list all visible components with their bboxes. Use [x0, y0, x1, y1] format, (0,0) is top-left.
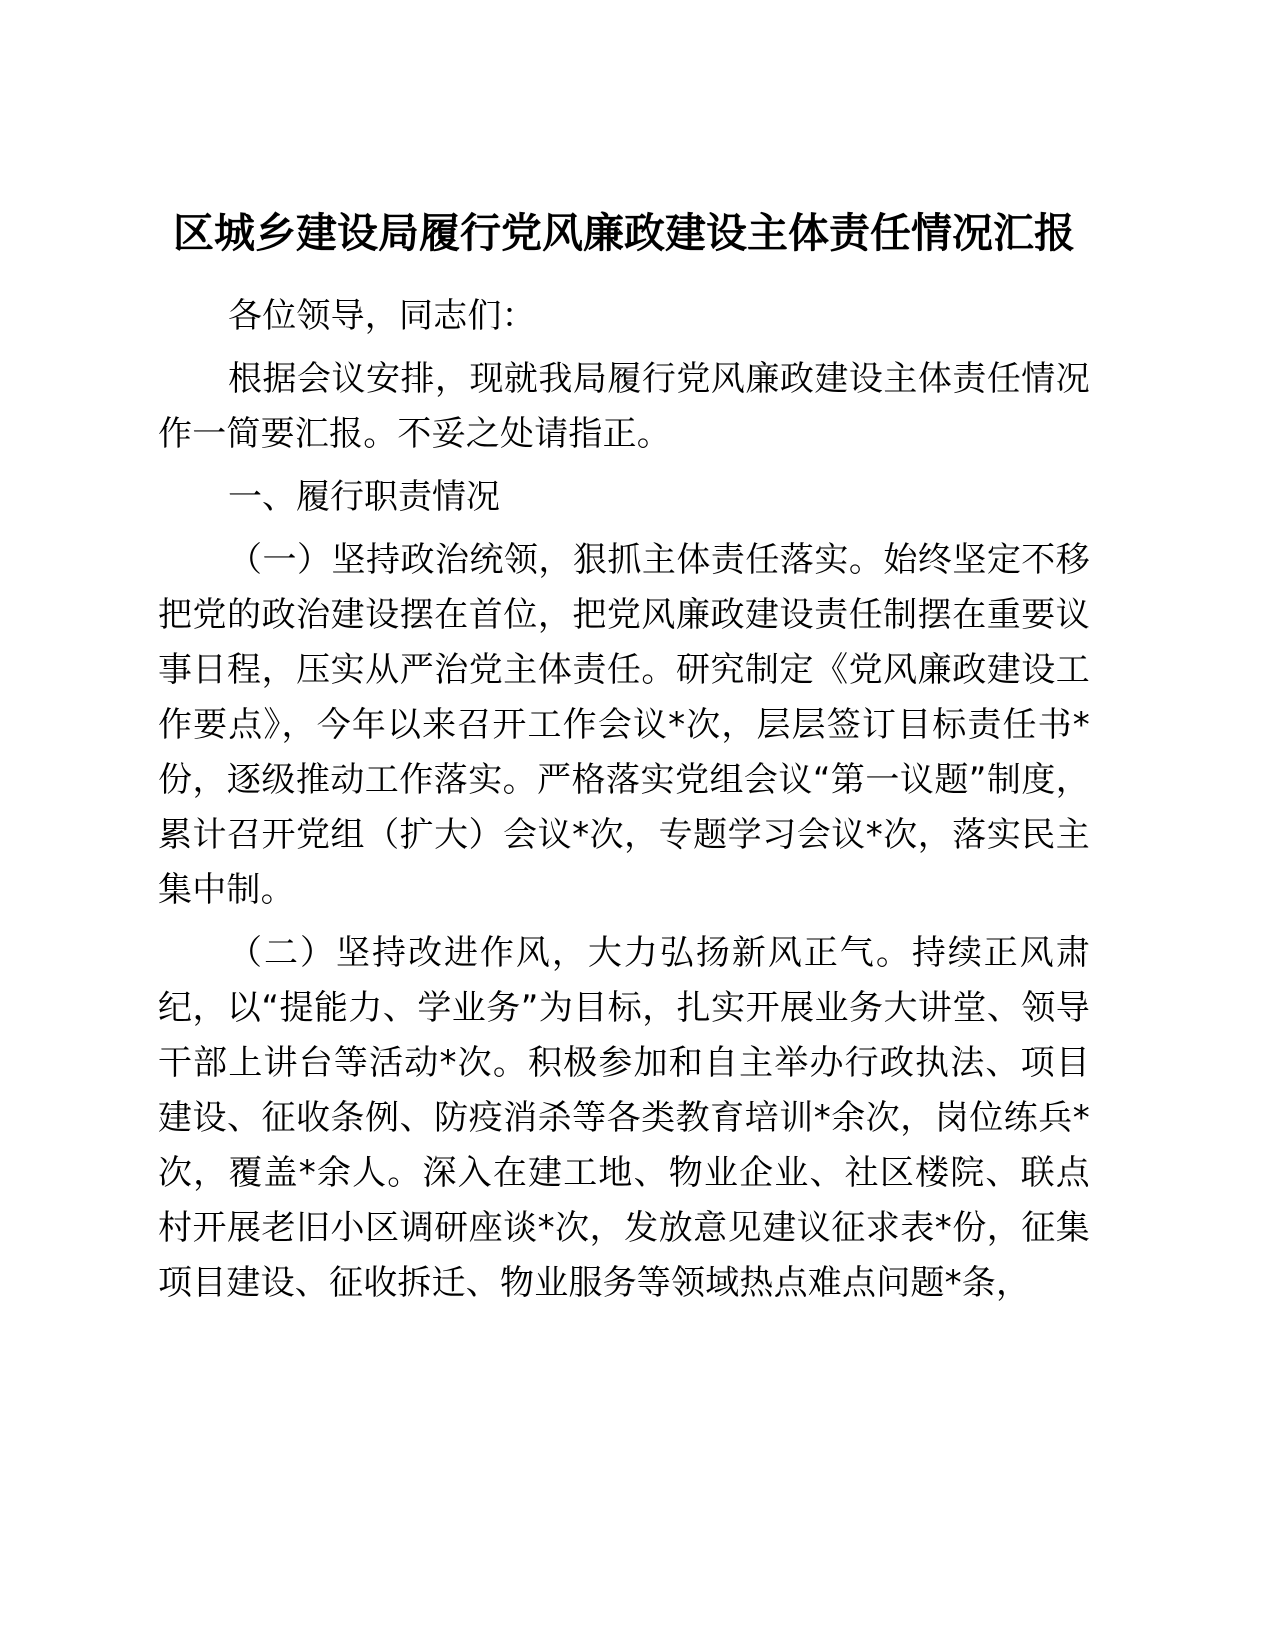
- page-title: 区城乡建设局履行党风廉政建设主体责任情况汇报: [173, 209, 1075, 257]
- paragraph-2: （二）坚持改进作风，大力弘扬新风正气。持续正风肃纪，以“提能力、学业务”为目标，扎实开展业务大讲堂、领导干部上讲台等活动*次。积极参加和自主举办行政执法、项目建设、征收条例、防疫消杀等各类教育培训*余次，岗位练兵*次，覆盖*余人。深入在建工地、物业企业、社区楼院、联点村开展老旧小区调研座谈*次，发放意见建议征求表*份，征集项目建设、征收拆迁、物业服务等领域热点难点问题*条，: [158, 933, 1090, 1303]
- heading-spacer: [158, 525, 1090, 533]
- title-spacer: [158, 261, 1090, 289]
- salutation-spacer: [158, 344, 1090, 352]
- intro-paragraph: 根据会议安排，现就我局履行党风廉政建设主体责任情况作一简要汇报。不妥之处请指正。: [158, 359, 1090, 454]
- section-heading-1: 一、履行职责情况: [228, 477, 500, 517]
- salutation-paragraph: 各位领导，同志们：: [228, 296, 536, 336]
- paragraph-1: （一）坚持政治统领，狠抓主体责任落实。始终坚定不移把党的政治建设摆在首位，把党风廉政建设责任制摆在重要议事日程，压实从严治党主体责任。研究制定《党风廉政建设工作要点》，今年以来召开工作会议*次，层层签订目标责任书*份，逐级推动工作落实。严格落实党组会议“第一议题”制度，累计召开党组（扩大）会议*次，专题学习会议*次，落实民主集中制。: [158, 540, 1090, 910]
- document-body: [158, 0, 1090, 1311]
- intro-spacer: [158, 462, 1090, 470]
- paragraph-1-spacer: [158, 918, 1090, 926]
